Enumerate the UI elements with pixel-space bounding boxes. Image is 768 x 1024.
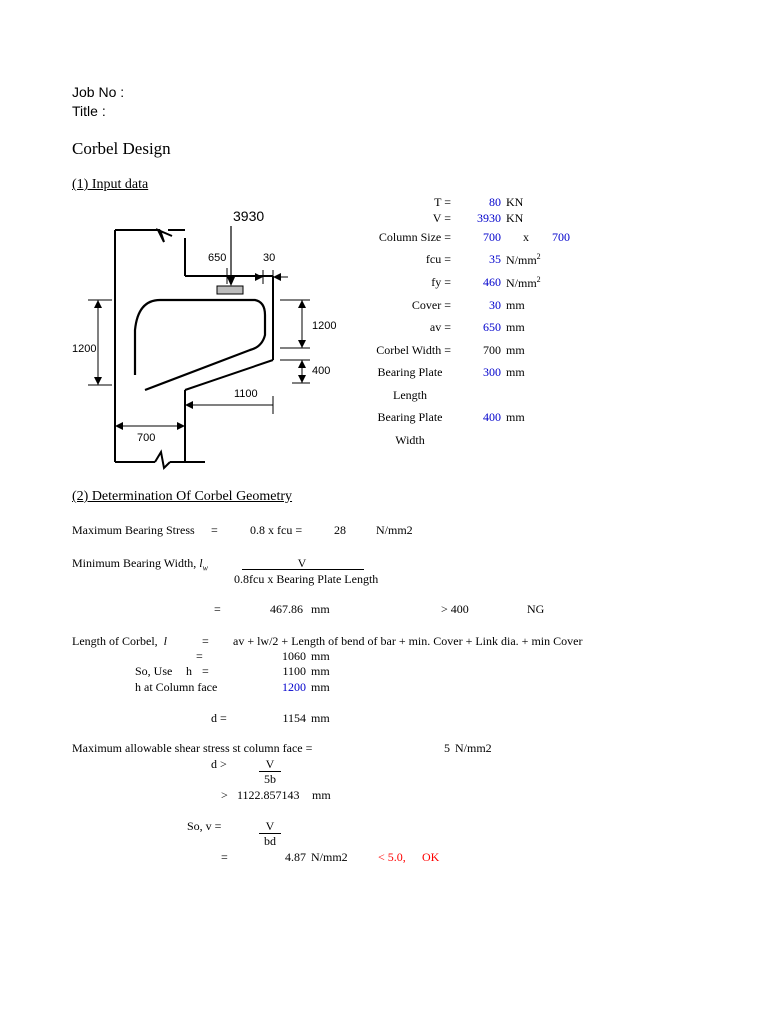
shear-v-ok: OK [422,850,440,864]
use-h-eq: = [202,664,209,678]
min-bearing-width-numerator: V [297,556,307,570]
length-of-corbel-expr: av + lw/2 + Length of bend of bar + min. Cover + Link dia. + min Cover [233,634,583,648]
length-of-corbel-eq: = [202,634,209,648]
max-bearing-stress-unit: N/mm2 [376,523,413,537]
max-bearing-stress-label: Maximum Bearing Stress [72,523,195,537]
av-value: 650 [483,320,501,334]
h-column-face-label: h at Column face [135,680,218,694]
max-bearing-stress-expr: 0.8 x fcu = [250,523,303,537]
length-of-corbel-unit: mm [311,649,330,663]
max-allowable-shear-label: Maximum allowable shear stress st column face = [72,741,313,755]
use-h-unit: mm [311,664,330,678]
t-value: 80 [489,195,501,209]
bearing-plate-length-label-2: Length [393,388,427,402]
min-bearing-width-compare: > 400 [441,602,469,616]
h-column-face-value: 1200 [282,680,306,694]
bearing-plate-length-value: 300 [483,365,501,379]
column-size-a: 700 [483,230,501,244]
dim-30: 30 [263,252,276,264]
max-bearing-stress-value: 28 [334,523,346,537]
dim-700: 700 [137,432,156,444]
d-gt-unit: mm [312,788,331,802]
shear-v-label: So, v = [187,819,222,833]
corbel-width-label: Corbel Width = [376,343,451,357]
column-size-b: 700 [552,230,570,244]
bearing-plate-length-unit: mm [506,365,525,379]
corbel-width-value: 700 [483,343,501,357]
av-unit: mm [506,320,525,334]
v-value: 3930 [477,211,501,225]
shear-v-value: 4.87 [285,850,306,864]
min-bearing-width-value: 467.86 [270,602,303,616]
min-bearing-width-label: Minimum Bearing Width, $l_w$ [72,556,208,573]
min-bearing-width-result: NG [527,602,545,616]
length-of-corbel-eq2: = [196,649,203,663]
shear-v-numerator: V [265,819,275,833]
bearing-plate-width-label-1: Bearing Plate [377,410,443,424]
section-input-data-heading: (1) Input data [72,177,149,192]
length-of-corbel-label: Length of Corbel, l [72,634,167,648]
fy-label: fy = [431,275,451,289]
job-no-label: Job No : [72,84,125,100]
h-column-face-unit: mm [311,680,330,694]
fcu-unit: $N/mm^2$ [506,252,541,267]
cover-value: 30 [489,298,501,312]
d-gt-numerator: V [265,757,275,771]
use-h-label: So, Use [135,664,173,678]
fy-unit: $N/mm^2$ [506,275,541,290]
bearing-plate-width-label-2: Width [395,433,425,447]
d-gt-label: d > [211,757,227,771]
use-h-symbol: h [186,664,192,678]
d-unit: mm [311,711,330,725]
dim-1100: 1100 [234,388,258,400]
d-gt-denominator: 5b [264,772,276,786]
min-bearing-width-denominator: 0.8fcu x Bearing Plate Length [234,572,379,586]
min-bearing-width-fraction-line [242,569,364,570]
min-bearing-width-eq: = [214,602,221,616]
load-label: 3930 [233,208,265,224]
dim-1200-right: 1200 [312,320,337,332]
av-label: av = [429,320,451,334]
bearing-plate-width-unit: mm [506,410,525,424]
shear-v-unit: N/mm2 [311,850,348,864]
corbel-width-unit: mm [506,343,525,357]
bearing-plate-width-value: 400 [483,410,501,424]
fy-value: 460 [483,275,501,289]
shear-v-denominator: bd [264,834,276,848]
dim-650: 650 [208,252,227,264]
column-size-label: Column Size = [378,230,451,244]
d-value: 1154 [282,711,306,725]
cover-unit: mm [506,298,525,312]
max-bearing-stress-eq: = [211,523,218,537]
max-allowable-shear-value: 5 [444,741,450,755]
use-h-value: 1100 [282,664,306,678]
page-title: Corbel Design [72,139,171,158]
length-of-corbel-value: 1060 [282,649,306,663]
title-label: Title : [72,103,106,119]
cover-label: Cover = [411,298,451,312]
fcu-value: 35 [489,252,501,266]
dim-400: 400 [312,365,331,377]
d-gt-value: 1122.857143 [237,788,300,802]
v-label: V = [432,211,451,225]
shear-v-eq: = [221,850,228,864]
d-gt-compare: > [221,788,228,802]
dim-1200-left: 1200 [72,343,97,355]
t-label: T = [434,195,451,209]
shear-v-check: < 5.0, [378,850,406,864]
min-bearing-width-unit: mm [311,602,330,616]
fcu-label: fcu = [425,252,451,266]
section-geometry-heading: (2) Determination Of Corbel Geometry [72,489,293,504]
d-label: d = [211,711,227,725]
corbel-diagram [60,200,370,475]
v-unit: KN [506,211,524,225]
column-size-x: x [523,230,529,244]
max-allowable-shear-unit: N/mm2 [455,741,492,755]
bearing-plate-length-label-1: Bearing Plate [377,365,443,379]
t-unit: KN [506,195,524,209]
